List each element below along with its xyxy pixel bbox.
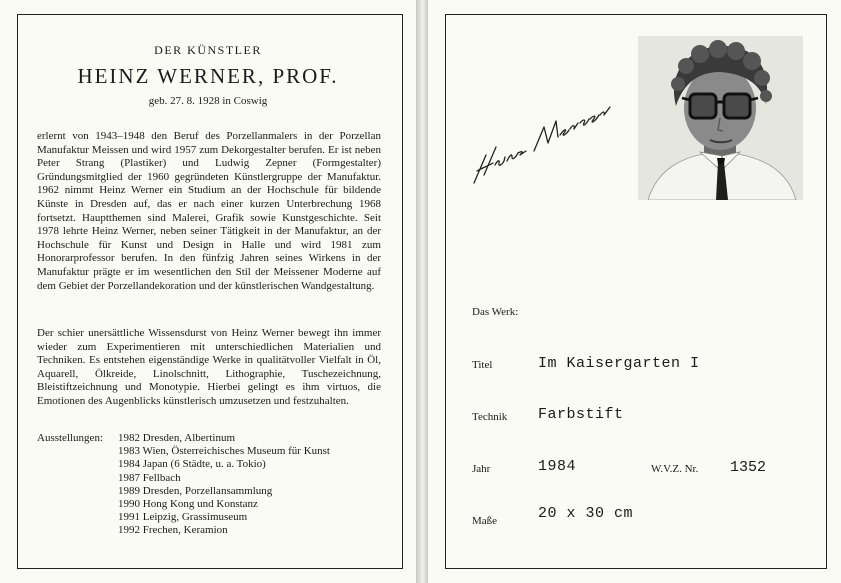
titel-value: Im Kaisergarten I <box>538 355 700 372</box>
masse-value: 20 x 30 cm <box>538 505 634 522</box>
titel-label: Titel <box>472 359 493 371</box>
book-spine <box>416 0 428 583</box>
technik-value: Farbstift <box>538 406 624 423</box>
section-kicker: DER KÜNSTLER <box>154 43 262 57</box>
exhibitions-label: Ausstellungen: <box>37 432 103 444</box>
werk-label: Das Werk: <box>472 306 519 318</box>
jahr-value: 1984 <box>538 458 577 475</box>
artist-portrait <box>638 36 803 200</box>
artist-name: HEINZ WERNER, PROF. <box>77 64 339 88</box>
exhibition-item: 1984 Japan (6 Städte, u. a. Tokio) <box>118 458 266 471</box>
bio-paragraph: Der schier unersättliche Wissensdurst von Heinz Werner bewegt ihn immer wieder zum Experimentieren mit unterschiedlichen Materialien und Techniken. Es entstehen eigenständige Werke in qualitätvoller Vielfalt in Öl, Aquarell, Ölkreide, Linolschnitt, Lithographie, Tuschezeichnung, Bleistiftzeichnung und Monotypie. Hierbei gelingt es ihm virtuos, die Emotionen des Augenblicks künstlerisch umzusetzen und festzuhalten. <box>37 327 381 407</box>
masse-label: Maße <box>472 515 498 527</box>
exhibitions-list <box>118 432 383 538</box>
birth-info: geb. 27. 8. 1928 in Coswig <box>148 95 268 107</box>
exhibition-item: 1992 Frechen, Keramion <box>118 524 228 537</box>
wvz-label: W.V.Z. Nr. <box>651 463 699 475</box>
exhibition-item: 1982 Dresden, Albertinum <box>118 432 236 444</box>
exhibition-item: 1991 Leipzig, Grassimuseum <box>118 511 248 524</box>
exhibition-item: 1983 Wien, Österreichisches Museum für Kunst <box>118 445 330 458</box>
exhibition-item: 1989 Dresden, Porzellansammlung <box>118 484 273 497</box>
bio-paragraph: erlernt von 1943–1948 den Beruf des Porzellanmalers in der Porzellan Manufaktur Meissen und wird 1957 zum Dekorgestalter berufen. Er ist neben Peter Strang (Plastiker) und Ludwig Zepner (Formgestalter) Gründungsmitglied der 1960 gegründeten Künstlergruppe der Manufaktur. 1962 nimmt Heinz Werner ein Studium an der Hochschule für bildende Künste in Dresden auf, das er nach einer kurzen Unterbrechung 1968 fortsetzt. Hauptthemen sind Malerei, Grafik sowie Kunstgeschichte. Seit 1978 lehrte Heinz Werner, neben seiner Tätigkeit in der Manufaktur, an der Hochschule für Kunst und Design in Halle und wird 1981 zum Honorarprofessor berufen. In den fünfzig Jahren seines Wirkens in der Manufaktur prägte er im wesentlichen den Stil der Meissener Moderne auf dem Gebiet der Porzellandekoration und der künstlerischen Wandgestaltung. <box>37 130 381 292</box>
artist-signature <box>464 95 629 195</box>
technik-label: Technik <box>472 411 508 423</box>
jahr-label: Jahr <box>472 463 491 475</box>
wvz-value: 1352 <box>730 459 767 476</box>
exhibition-item: 1987 Fellbach <box>118 471 181 484</box>
exhibition-item: 1990 Hong Kong und Konstanz <box>118 498 258 511</box>
